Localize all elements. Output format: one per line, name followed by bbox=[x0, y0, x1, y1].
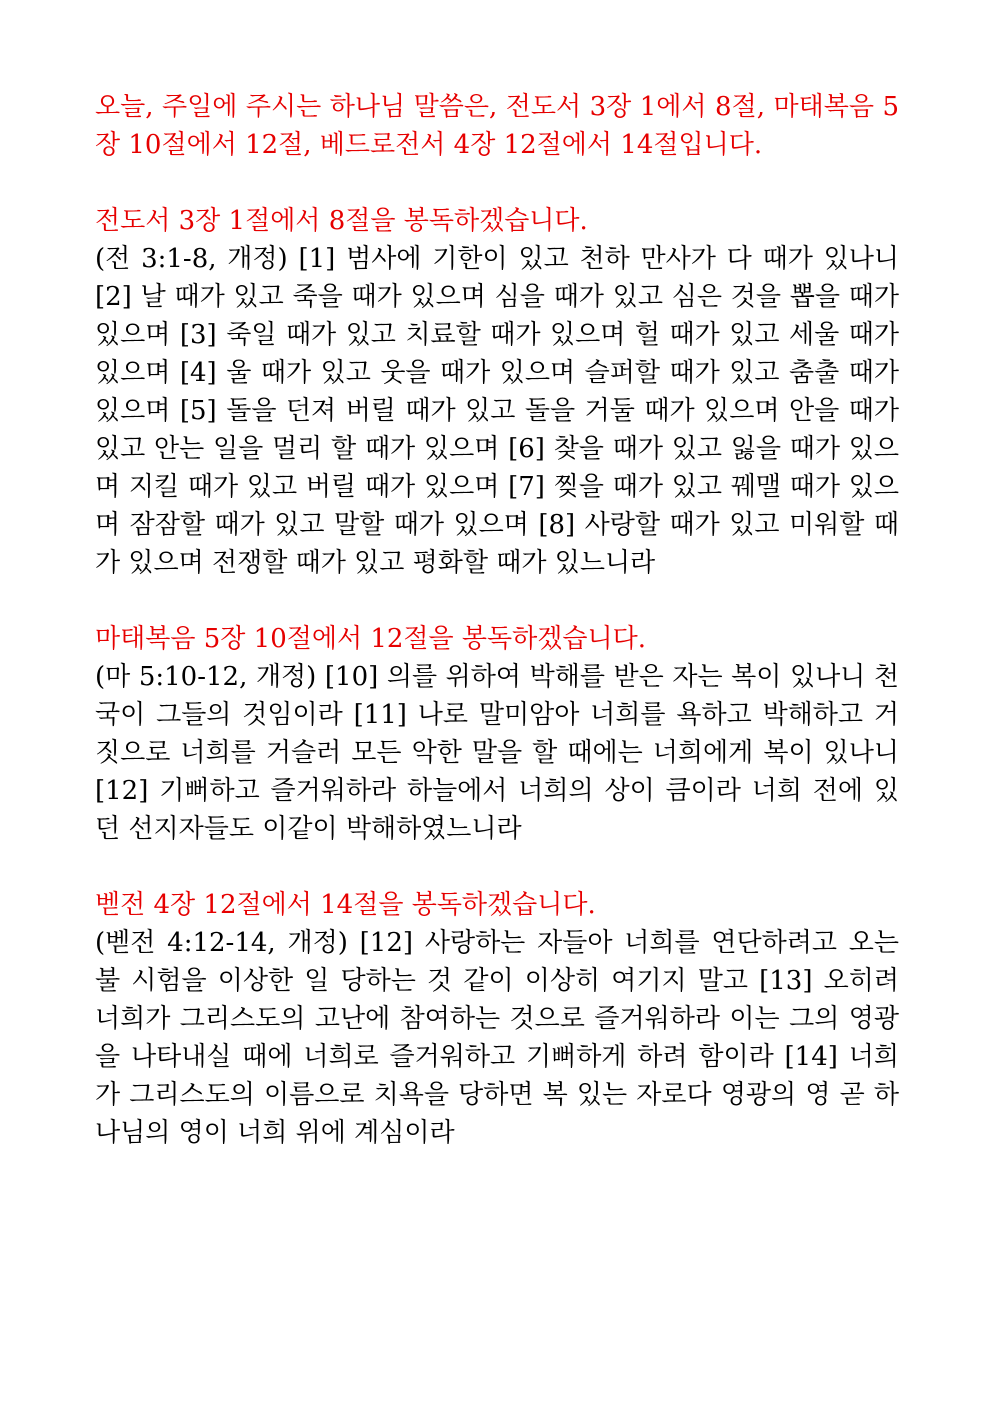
scripture-text-1peter: (벧전 4:12-14, 개정) [12] 사랑하는 자들아 너희를 연단하려고 오는 불 시험을 이상한 일 당하는 것 같이 이상히 여기지 말고 [13] 오히려 너희가 그리스도의 고난에 참여하는 것으로 즐거워하라 이는 그의 영광을 나타내실 때에 너희로 즐거워하고 기뻐하게 하려 함이라 [14] 너희가 그리스도의 이름으로 치욕을 당하면 복 있는 자로다 영광의 영 곧 하나님의 영이 너희 위에 계심이라 bbox=[95, 928, 899, 1148]
intro-text: 오늘, 주일에 주시는 하나님 말씀은, 전도서 3장 1에서 8절, 마태복음 5장 10절에서 12절, 베드로전서 4장 12절에서 14절입니다. bbox=[95, 92, 899, 160]
section-heading-matthew: 마태복음 5장 10절에서 12절을 봉독하겠습니다. bbox=[95, 624, 647, 654]
scripture-text-ecclesiastes: (전 3:1-8, 개정) [1] 범사에 기한이 있고 천하 만사가 다 때가 있나니 [2] 날 때가 있고 죽을 때가 있으며 심을 때가 있고 심은 것을 뽑을 때가 있으며 [3] 죽일 때가 있고 치료할 때가 있으며 헐 때가 있고 세울 때가 있으며 [4] 울 때가 있고 웃을 때가 있으며 슬퍼할 때가 있고 춤출 때가 있으며 [5] 돌을 던져 버릴 때가 있고 돌을 거둘 때가 있으며 안을 때가 있고 안는 일을 멀리 할 때가 있으며 [6] 찾을 때가 있고 잃을 때가 있으며 지킬 때가 있고 버릴 때가 있으며 [7] 찢을 때가 있고 꿰맬 때가 있으며 잠잠할 때가 있고 말할 때가 있으며 [8] 사랑할 때가 있고 미워할 때가 있으며 전쟁할 때가 있고 평화할 때가 있느니라 bbox=[95, 244, 899, 578]
scripture-text-matthew: (마 5:10-12, 개정) [10] 의를 위하여 박해를 받은 자는 복이 있나니 천국이 그들의 것임이라 [11] 나로 말미암아 너희를 욕하고 박해하고 거짓으로 너희를 거슬러 모든 악한 말을 할 때에는 너희에게 복이 있나니 [12] 기뻐하고 즐거워하라 하늘에서 너희의 상이 큼이라 너희 전에 있던 선지자들도 이같이 박해하였느니라 bbox=[95, 662, 899, 844]
spacer bbox=[95, 164, 899, 202]
section-heading-1peter: 벧전 4장 12절에서 14절을 봉독하겠습니다. bbox=[95, 890, 596, 920]
spacer bbox=[95, 582, 899, 620]
spacer bbox=[95, 848, 899, 886]
section-heading-ecclesiastes: 전도서 3장 1절에서 8절을 봉독하겠습니다. bbox=[95, 206, 588, 236]
document-page bbox=[95, 88, 899, 1152]
